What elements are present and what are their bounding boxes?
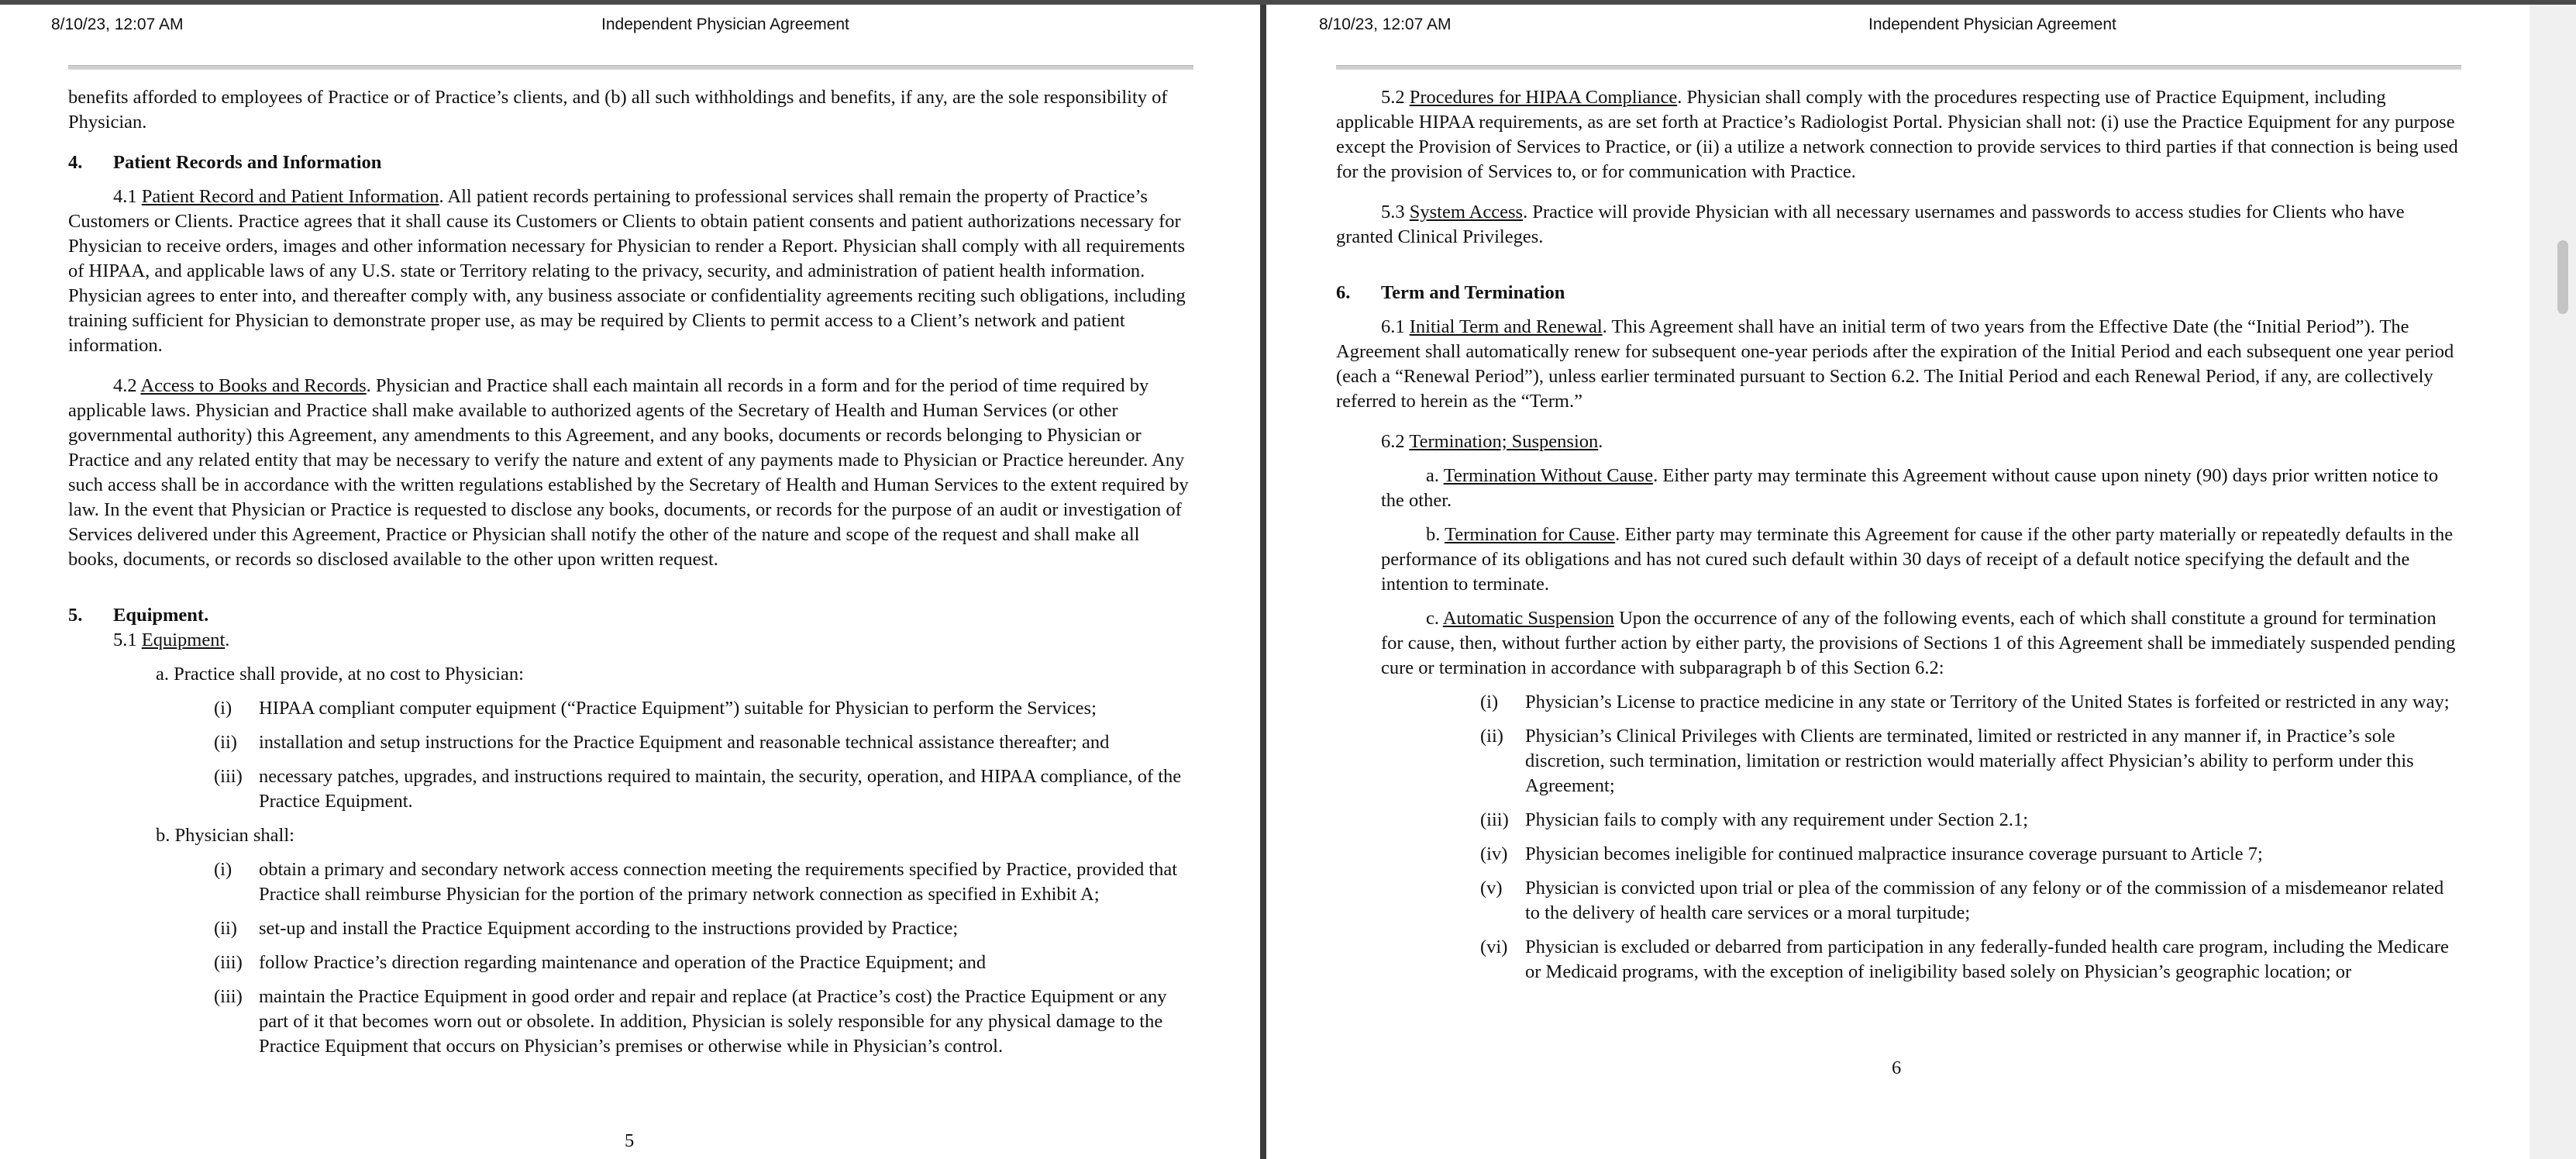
section-5-heading [68,603,1192,628]
clause-text: . This Agreement shall have an initial term of two years from the Effective Date (the “Initial Period”). The Agreement shall automatically renew for subsequent one-year periods after the expiration of the Initial Period and each subsequent one year period (each a “Renewal Period”), unless earlier terminated pursuant to Section 6.2. The Initial Period and each Renewal Period, if any, are collectively referred to herein as the “Term.” [1336,316,2454,412]
subclause-mark: b. [1426,524,1445,545]
clause-number: 5.3 [1381,202,1410,222]
list-item-marker: (ii) [1480,726,1503,747]
clause-5-1 [113,628,1192,653]
subclause-mark: c. [1426,608,1443,629]
document-page-5 [0,5,1260,1159]
section-title: Term and Termination [1381,282,1565,303]
section-6-heading [1336,281,2461,305]
clause-number: 6.1 [1381,316,1410,337]
list-item-text: Physician’s License to practice medicine in any state or Territory of the United States is forfeited or restricted in any way; [1525,692,2450,712]
print-datetime: 8/10/23, 12:07 AM [51,16,184,33]
list-item-marker: (i) [214,859,232,880]
list-item-text: maintain the Practice Equipment in good order and repair and replace (at Practice’s cost) the Practice Equipment or any part of it that becomes worn out or obsolete. In addition, Physician is solely responsible for any physical damage to the Practice Equipment that occurs on Physician’s premises or otherwise while in Physician’s control. [259,986,1167,1057]
clause-title: System Access [1409,202,1524,222]
header-rule [68,65,1193,70]
physician-duties-list [68,857,1192,1059]
list-item-text: Physician fails to comply with any requirement under Section 2.1; [1525,809,2029,830]
clause-number: 6.2 [1381,431,1410,452]
list-item-marker: (v) [1480,878,1503,899]
subclause-title: Termination for Cause [1445,524,1616,545]
print-title: Independent Physician Agreement [601,16,849,33]
intro-paragraph: benefits afforded to employees of Practice or of Practice’s clients, and (b) all such withholdings and benefits, if any, are the sole responsibility of Physician. [68,87,1168,133]
list-item [1480,808,2461,833]
section-number: 4. [68,152,83,173]
clause-5-3 [1336,200,2461,250]
list-item-text: necessary patches, upgrades, and instructions required to maintain, the security, operation, and HIPAA compliance, of the Practice Equipment. [259,766,1182,812]
document-page-6 [1266,5,2530,1159]
clause-title: Procedures for HIPAA Compliance [1409,87,1678,108]
clause-title: Initial Term and Renewal [1409,316,1603,337]
equipment-provide-list [68,696,1192,814]
subclause-6-2-a [1381,464,2461,513]
page-number: 5 [625,1130,635,1151]
subclause-b-label: b. Physician shall: [156,825,294,846]
section-number: 5. [68,605,83,626]
list-item [214,730,1192,755]
vertical-scrollbar[interactable] [2530,5,2576,1159]
list-item-text: follow Practice’s direction regarding maintenance and operation of the Practice Equipment; and [259,952,987,973]
list-item-marker: (iii) [214,952,243,973]
list-item-text: Physician’s Clinical Privileges with Clients are terminated, limited or restricted in any manner if, in Practice’s sole discretion, such termination, limitation or restriction would materially affect Physician’s ability to perform under this Agreement; [1525,726,2414,796]
clause-number: 4.1 [113,186,142,207]
clause-text: . Physician and Practice shall each maintain all records in a form and for the period of time required by applicable laws. Physician and Practice shall make available to authorized agents of the Secretary of Health and Human Services (or other governmental authority) this Agreement, any amendments to this Agreement, and any books, documents or records belonging to Physician or Practice and any related entity that may be necessary to verify the nature and extent of any payments made to Physician or Practice hereunder. Any such access shall be in accordance with the written regulations established by the Secretary of Health and Human Services to the extent required by law. In the event that Physician or Practice is requested to disclose any books, documents, or records for the purpose of an audit or investigation of Services delivered under this Agreement, Practice or Physician shall notify the other of the nature and scope of the request and shall make all books, documents, or records so disclosed available to the other upon written request. [68,375,1189,570]
list-item [214,916,1192,941]
list-item-marker: (i) [1480,692,1499,712]
list-item-text: Physician becomes ineligible for continued malpractice insurance coverage pursuant to Article 7; [1525,843,2263,864]
list-item-marker: (iii) [214,986,243,1007]
subclause-6-2-b [1381,523,2461,597]
list-item [1480,876,2461,926]
list-item [1480,842,2461,867]
clause-6-1 [1336,315,2461,414]
list-item-marker: (iv) [1480,843,1508,864]
clause-6-2 [1381,429,2461,454]
clause-text: . All patient records pertaining to professional services shall remain the property of Practice’s Customers or Clients. Practice agrees that it shall cause its Customers or Clients to obtain patient consents and patient authorizations necessary for Physician to receive orders, images and other information necessary for Physician to render a Report. Physician shall comply with all requirements of HIPAA, and applicable laws of any U.S. state or Territory relating to the privacy, security, and administration of patient health information. Physician agrees to enter into, and thereafter comply with, any business associate or confidentiality agreements reciting such obligations, including training sufficient for Physician to demonstrate proper use, as may be required by Clients to permit access to a Client’s network and patient information. [68,186,1186,356]
list-item-text: Physician is convicted upon trial or plea of the commission of any felony or of the commission of a misdemeanor related to the delivery of health care services or a moral turpitude; [1525,878,2444,923]
list-item-marker: (i) [214,698,232,719]
clause-title: Termination; Suspension [1409,431,1599,452]
list-item-marker: (ii) [214,918,237,939]
section-title: Equipment. [113,605,209,626]
subclause-text: . Either party may terminate this Agreement without cause upon ninety (90) days prior written notice to the other. [1381,465,2439,511]
clause-number: 5.1 [113,630,142,650]
suspension-events-list [1336,690,2461,985]
list-item-text: set-up and install the Practice Equipment according to the instructions provided by Practice; [259,918,959,939]
section-number: 6. [1336,282,1351,303]
subclause-mark: a. [1426,465,1444,486]
subclause-6-2-c [1381,606,2461,681]
clause-text: . [225,630,230,650]
clause-4-2 [68,374,1192,572]
subclause-text: . Either party may terminate this Agreement for cause if the other party materially or repeatedly defaults in the performance of its obligations and has not cured such default within 30 days of receipt of a default notice specifying the default and the intention to terminate. [1381,524,2454,595]
list-item [1480,724,2461,799]
print-datetime: 8/10/23, 12:07 AM [1319,16,1452,33]
list-item-marker: (iii) [1480,809,1509,830]
list-item [214,764,1192,814]
clause-4-1 [68,185,1192,358]
clause-number: 4.2 [113,375,141,396]
clause-title: Patient Record and Patient Information [141,186,439,207]
list-item-text: HIPAA compliant computer equipment (“Practice Equipment”) suitable for Physician to perform the Services; [259,698,1097,719]
clause-title: Access to Books and Records [140,375,367,396]
header-rule [1336,65,2461,70]
subclause-a-label: a. Practice shall provide, at no cost to Physician: [156,664,524,685]
list-item [214,857,1192,907]
section-title: Patient Records and Information [113,152,382,173]
subclause-title: Termination Without Cause [1443,465,1654,486]
list-item-text: installation and setup instructions for the Practice Equipment and reasonable technical assistance thereafter; and [259,732,1110,753]
clause-text: . [1598,431,1603,452]
clause-text: . Physician shall comply with the procedures respecting use of Practice Equipment, including applicable HIPAA requirements, as are set forth at Practice’s Radiologist Portal. Physician shall not: (i) use the Practice Equipment for any purpose except the Provision of Services to Practice, or (ii) a utilize a network connection to provide services to third parties if that connection is being used for the provision of Services to, or for communication with Practice. [1336,87,2458,182]
subclause-text: Upon the occurrence of any of the following events, each of which shall constitute a ground for termination for cause, then, without further action by either party, the provisions of Sections 1 of this Agreement shall be immediately suspended pending cure or termination in accordance with subparagraph b of this Section 6.2: [1381,608,2456,678]
page-divider [1260,5,1266,1159]
list-item [214,985,1192,1059]
list-item-marker: (iii) [214,766,243,787]
section-4-heading [68,150,1192,175]
page-number: 6 [1892,1057,1902,1078]
clause-number: 5.2 [1381,87,1410,108]
page-5-body [68,85,1192,1059]
list-item-text: Physician is excluded or debarred from participation in any federally-funded health care program, including the Medicare or Medicaid programs, with the exception of ineligibility based solely on Physician’s geographic location; or [1525,937,2449,982]
list-item [1480,935,2461,985]
clause-text: . Practice will provide Physician with all necessary usernames and passwords to access studies for Clients who have granted Clinical Privileges. [1336,202,2405,247]
list-item [214,950,1192,975]
print-title: Independent Physician Agreement [1868,16,2116,33]
clause-5-2 [1336,85,2461,185]
list-item-text: obtain a primary and secondary network access connection meeting the requirements specified by Practice, provided that Practice shall reimburse Physician for the portion of the primary network connection as specified in Exhibit A; [259,859,1178,905]
clause-title: Equipment [141,630,226,650]
list-item-marker: (vi) [1480,937,1508,957]
list-item [1480,690,2461,715]
page-6-body [1336,85,2461,985]
scrollbar-thumb[interactable] [2557,240,2568,314]
list-item [214,696,1192,721]
subclause-title: Automatic Suspension [1442,608,1614,629]
list-item-marker: (ii) [214,732,237,753]
